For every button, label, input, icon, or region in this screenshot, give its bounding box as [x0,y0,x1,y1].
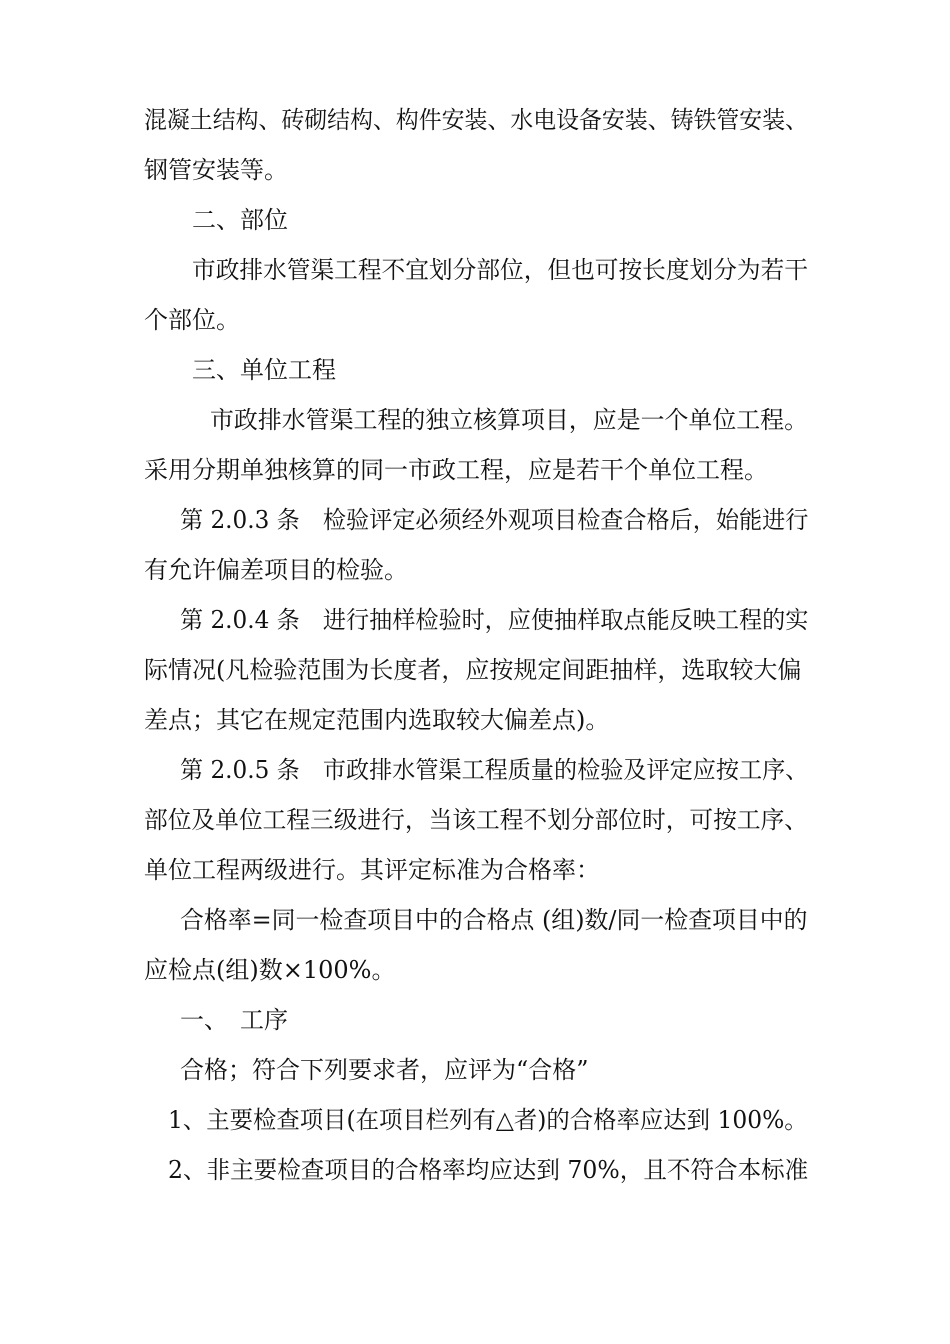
article-2-0-4: 第 2.0.4 条 进行抽样检验时，应使抽样取点能反映工程的实 [180,606,809,634]
formula-line-2: 应检点(组)数×100%。 [144,956,396,984]
text-line-8: 采用分期单独核算的同一市政工程，应是若干个单位工程。 [144,456,768,484]
text-line-4: 市政排水管渠工程不宜划分部位，但也可按长度划分为若干 [192,256,809,284]
text-line-15: 部位及单位工程三级进行，当该工程不划分部位时，可按工序、 [144,806,809,834]
text-line-10: 有允许偏差项目的检验。 [144,556,408,584]
list-item-1: 1、主要检查项目(在项目栏列有△者)的合格率应达到 100%。 [168,1106,808,1134]
text-line-16: 单位工程两级进行。其评定标准为合格率： [144,856,600,884]
text-line-20: 合格；符合下列要求者，应评为“合格” [180,1056,589,1084]
text-line-5: 个部位。 [144,306,240,334]
section-heading-process: 一、 工序 [180,1006,288,1034]
section-heading-unit: 三、单位工程 [192,356,336,384]
article-2-0-3: 第 2.0.3 条 检验评定必须经外观项目检查合格后，始能进行 [180,506,809,534]
text-line-2: 钢管安装等。 [144,156,288,184]
section-heading-part: 二、部位 [192,206,288,234]
article-2-0-5: 第 2.0.5 条 市政排水管渠工程质量的检验及评定应按工序、 [180,756,809,784]
list-item-2: 2、非主要检查项目的合格率均应达到 70%，且不符合本标准 [168,1156,809,1184]
text-line-13: 差点；其它在规定范围内选取较大偏差点)。 [144,706,610,734]
text-line-1: 混凝土结构、砖砌结构、构件安装、水电设备安装、铸铁管安装、 [144,106,808,134]
formula-line-1: 合格率=同一检查项目中的合格点 (组)数/同一检查项目中的 [180,906,808,934]
text-line-7: 市政排水管渠工程的独立核算项目，应是一个单位工程。 [210,406,809,434]
text-line-12: 际情况(凡检验范围为长度者，应按规定间距抽样，选取较大偏 [144,656,802,684]
